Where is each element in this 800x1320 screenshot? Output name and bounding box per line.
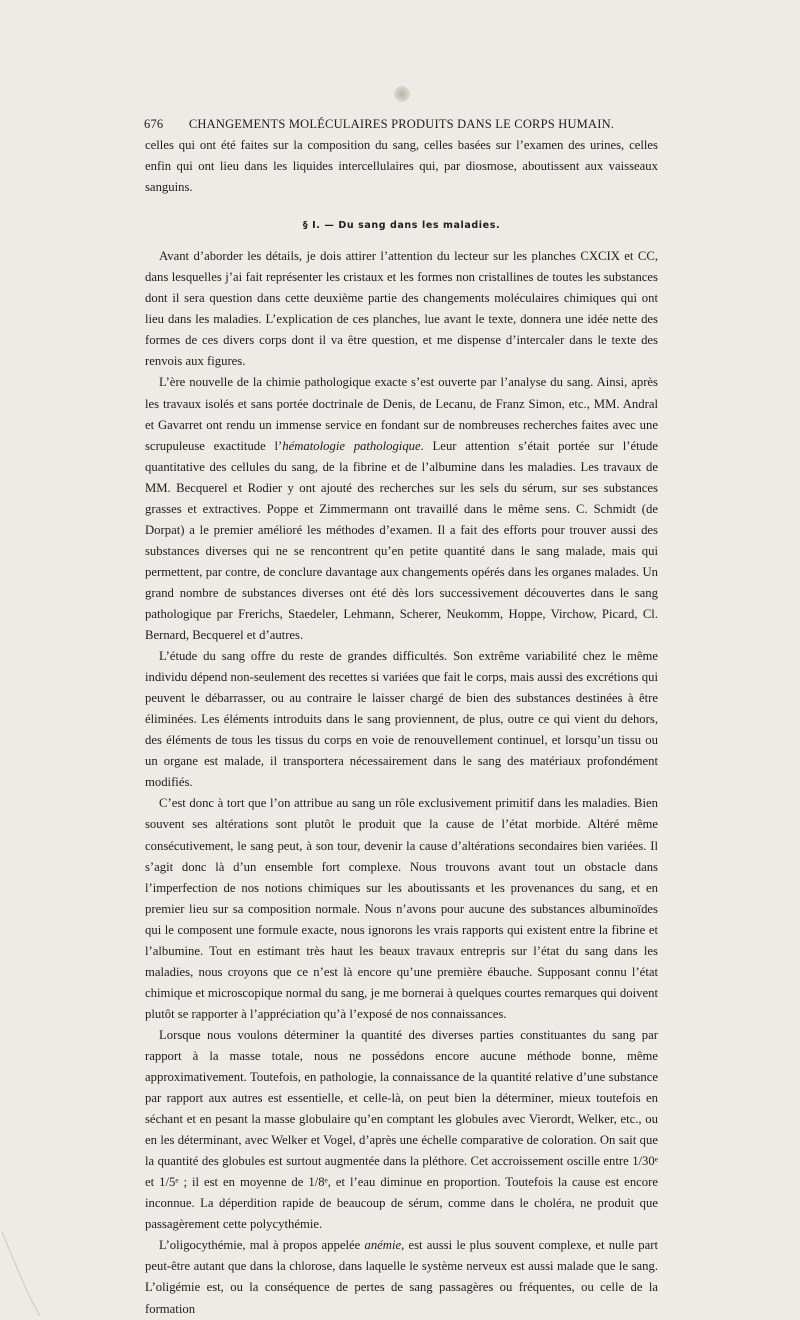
paragraph-5: Lorsque nous voulons déterminer la quantité des diverses parties constituantes du sang par rapport à la masse totale, nous ne possédons encore aucune méthode bonne, même approximativement. Toutefois, en pathologie, la connaissance de la quantité relative d’une substance par rapport aux autres est essentielle, et celle-là, on peut bien la déterminer, mieux toutefois en séchant et en pesant la masse globulaire qu’en comptant les globules avec Vierordt, Welker, etc., ou en les déterminant, avec Welker et Vogel, d’après une échelle comparative de coloration. On sait que la quantité des globules est surtout augmentée dans la pléthore. Cet accroissement oscille entre 1/30ᵉ et 1/5ᵉ ; il est en moyenne de 1/8ᵉ, et l’eau diminue en proportion. Toutefois la cause est encore inconnue. La déperdition rapide de beaucoup de sérum, comme dans le choléra, ne produit que passagèrement cette polycythémie. — [145, 1027, 658, 1232]
paragraph-6 — [145, 1235, 658, 1319]
running-head — [144, 117, 659, 133]
paragraph-2 — [145, 372, 658, 646]
body-text — [145, 135, 658, 1320]
paragraph-1: Avant d’aborder les détails, je dois attirer l’attention du lecteur sur les planches CXCIX et CC, dans lesquelles j’ai fait représenter les cristaux et les formes non cristallines de toutes les substances dont il sera question dans cette deuxième partie des changements moléculaires chimiques qui ont lieu dans les maladies. L’explication de ces planches, lue avant le texte, donnera une idée nette des formes de ces divers corps dont il va être question, et me dispense d’intercaler dans le texte des renvois aux figures. — [145, 249, 658, 369]
section-heading: § I. — Du sang dans les maladies. — [302, 220, 501, 232]
running-title: CHANGEMENTS MOLÉCULAIRES PRODUITS DANS LE CORPS HUMAIN. — [188, 117, 615, 131]
intro-paragraph: celles qui ont été faites sur la composition du sang, celles basées sur l’examen des urines, celles enfin qui ont lieu dans les liquides intercellulaires qui, par diosmose, aboutissent aux vaisseaux sanguins. — [145, 138, 658, 195]
page-crease-mark — [0, 1230, 60, 1318]
page-number: 676 — [144, 117, 164, 131]
paragraph-2-text-a: L’ère nouvelle de la chimie pathologique exacte s’est ouverte par l’analyse du sang. Ainsi, après les travaux isolés et sans portée doctrinale de Denis, de Lecanu, de Franz Simon, etc., MM. Andral et Gavarret ont rendu un immense service en fondant sur de nombreuses recherches faites avec une scrupuleuse exactitude l’ — [145, 375, 658, 453]
ink-stain — [394, 86, 410, 102]
paragraph-3: L’étude du sang offre du reste de grandes difficultés. Son extrême variabilité chez le même individu dépend non-seulement des recettes si variées que fait le corps, mais aussi des excrétions qui peuvent le débarrasser, ou au contraire le laisser chargé de bien des substances destinées à être éliminées. Les éléments introduits dans le sang proviennent, de plus, outre ce qui vient du dehors, des éléments de tous les tissus du corps en voie de renouvellement continuel, et lorsqu’un tissu ou un organe est malade, il transportera nécessairement dans le sang des matériaux profondément modifiés. — [145, 649, 658, 790]
paragraph-4: C’est donc à tort que l’on attribue au sang un rôle exclusivement primitif dans les maladies. Bien souvent ses altérations sont plutôt le produit que la cause de l’état morbide. Altéré même consécutivement, le sang peut, à son tour, devenir la cause d’altérations secondaires bien variées. Il s’agit donc là d’un ensemble fort complexe. Nous trouvons avant tout un obstacle dans l’imperfection de nos notions chimiques sur les aboutissants et les provenances du sang, et en premier lieu sur sa composition normale. Nous n’avons pour aucune des substances albuminoïdes qui le composent une formule exacte, nous ignorons les vrais rapports qui existent entre la fibrine et l’albumine. Tout en estimant très haut les beaux travaux entrepris sur l’état du sang dans les maladies, nous croyons que ce n’est là encore qu’une première ébauche. Supposant connu l’état chimique et microscopique normal du sang, je me bornerai à quelques courtes remarques qui doivent plutôt se rapporter à l’appréciation qu’à l’exposé de nos connaissances. — [145, 796, 658, 1021]
paragraph-6-text-b: , est aussi le plus souvent complexe, et nulle part peut-être autant que dans la chlorose, dans laquelle le système nerveux est aussi malade que le sang. L’oligémie est, ou la conséquence de pertes de sang passagères ou fréquentes, ou celle de la formation — [145, 1238, 658, 1316]
paragraph-6-emphasis: anémie — [364, 1238, 402, 1253]
paragraph-2-emphasis: hématologie pathologique — [282, 438, 421, 453]
paragraph-2-text-b: . Leur attention s’était portée sur l’étude quantitative des cellules du sang, de la fibrine et de l’albumine dans les maladies. Les travaux de MM. Becquerel et Rodier y ont ajouté des recherches sur les sels du sérum, sur ses substances grasses et extractives. Poppe et Zimmermann ont travaillé dans le même sens. C. Schmidt (de Dorpat) a le premier amélioré les méthodes d’examen. Il a fait des efforts pour trouver aussi des substances diverses qui ne se rencontrent qu’en petite quantité dans le sang malade, mais qui permettent, par contre, de conclure davantage aux changements opérés dans les organes malades. Un grand nombre de substances diverses ont été dès lors successivement découvertes dans le sang pathologique par Frerichs, Staedeler, Lehmann, Scherer, Neukomm, Hoppe, Virchow, Picard, Cl. Bernard, Becquerel et d’autres. — [145, 438, 658, 643]
paragraph-6-text-a: L’oligocythémie, mal à propos appelée — [159, 1238, 365, 1253]
